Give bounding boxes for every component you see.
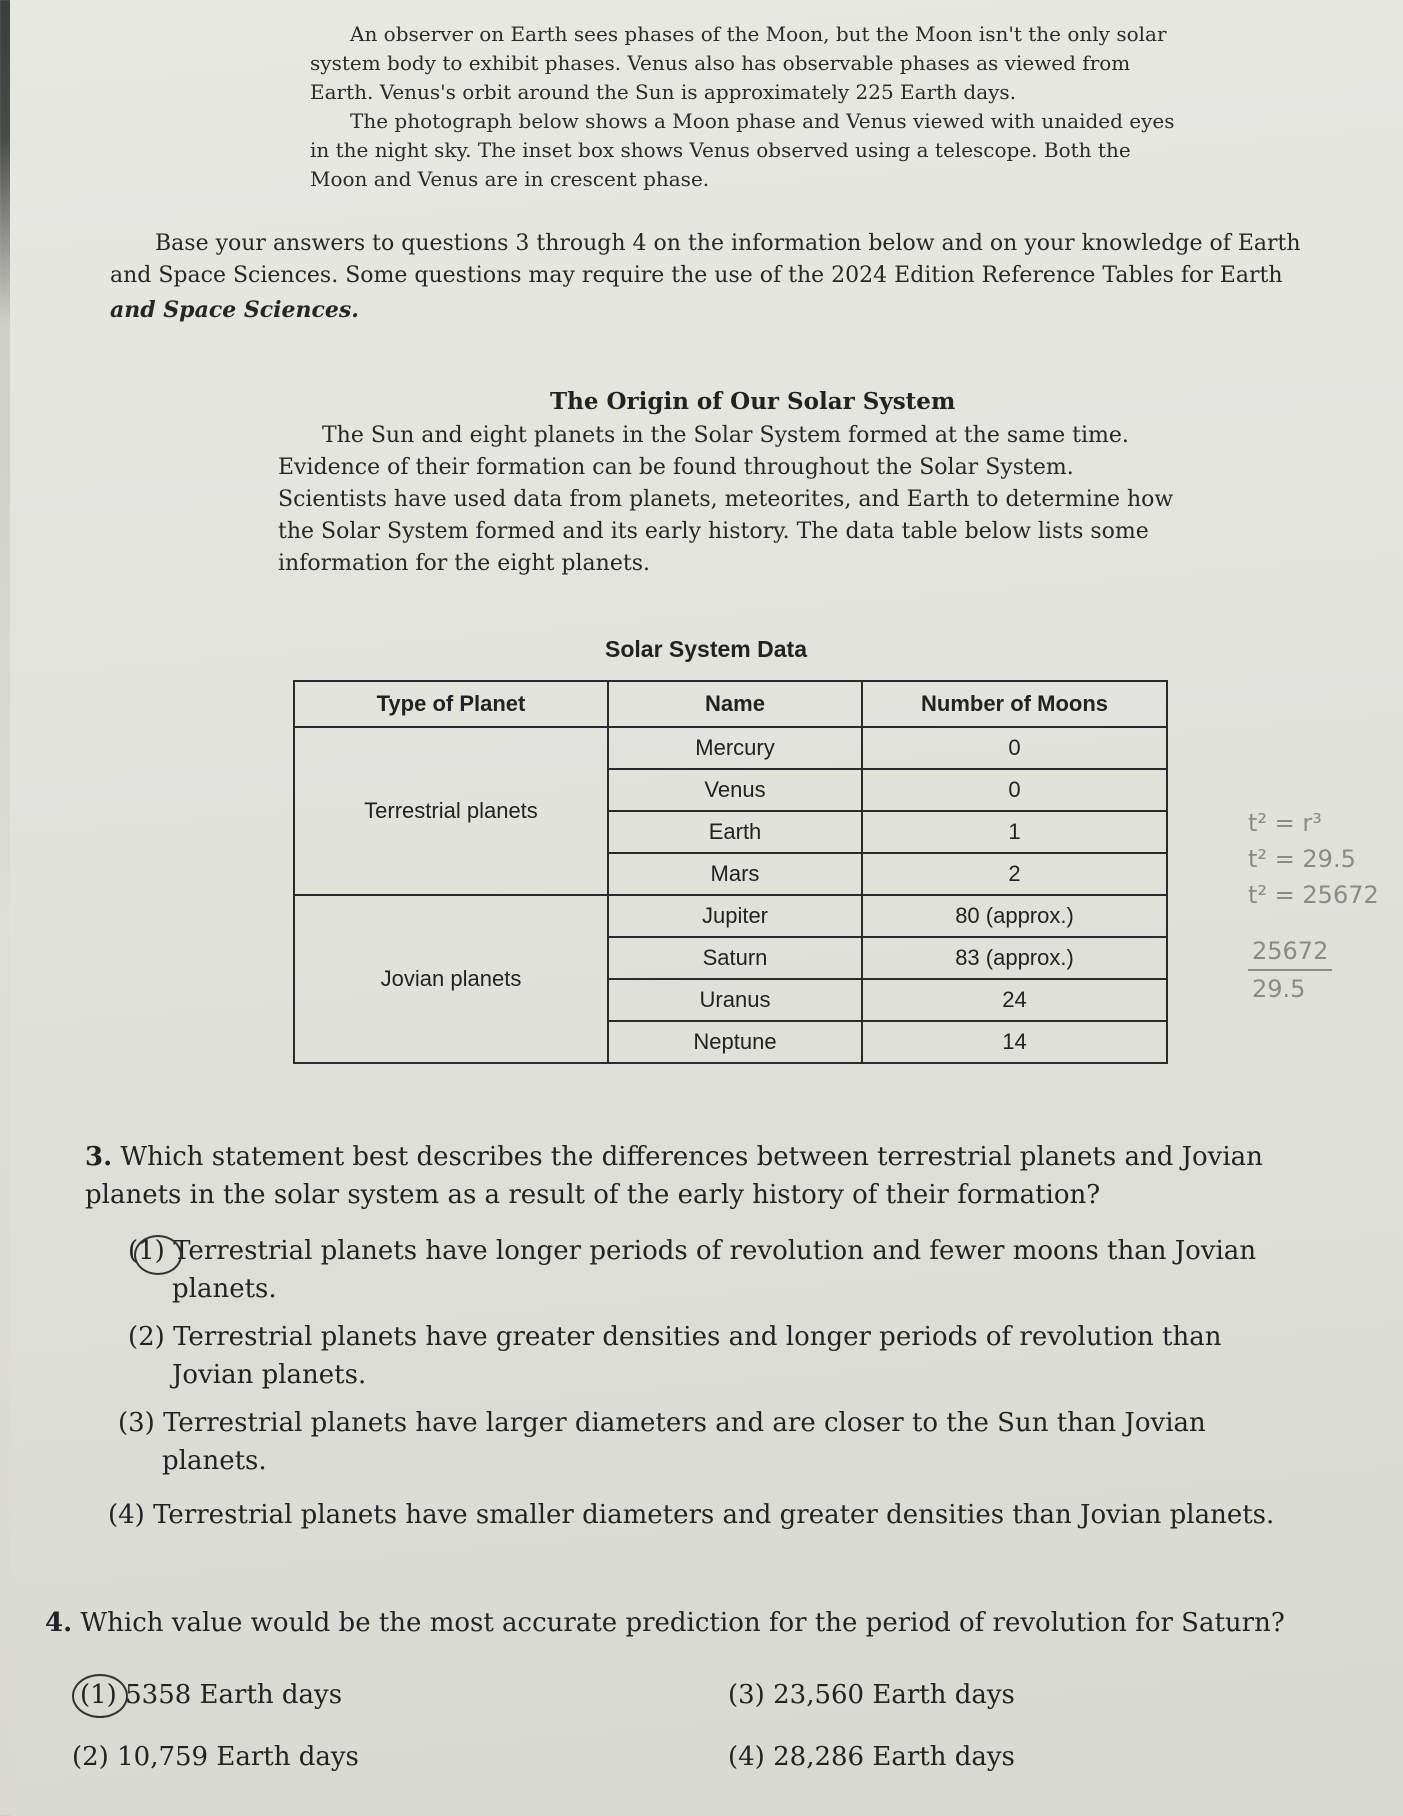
planet-name: Venus bbox=[608, 769, 862, 811]
note-denominator: 29.5 bbox=[1252, 975, 1306, 1003]
question-3 bbox=[85, 1138, 1315, 1214]
planet-name: Mars bbox=[608, 853, 862, 895]
planet-name: Uranus bbox=[608, 979, 862, 1021]
header-type: Type of Planet bbox=[294, 681, 608, 727]
instructions-text: Base your answers to questions 3 through 4 on the information below and on your knowledge of Earth and Space Sciences. Some questions may require the use of the 2024 Edition Reference Tables for Earth bbox=[110, 231, 1301, 288]
q3-option-2[interactable] bbox=[128, 1318, 1282, 1394]
planet-name: Earth bbox=[608, 811, 862, 853]
q3-option-4-text: Terrestrial planets have smaller diameters and greater densities than Jovian planets. bbox=[153, 1500, 1275, 1530]
note-line-1: t² = r³ bbox=[1248, 809, 1322, 837]
question-4-number: 4. bbox=[45, 1608, 73, 1638]
q3-option-1-text: Terrestrial planets have longer periods of revolution and fewer moons than Jovian planets. bbox=[172, 1236, 1257, 1304]
type-jovian: Jovian planets bbox=[294, 895, 608, 1063]
q4-option-2-label: (2) bbox=[72, 1742, 109, 1772]
planet-moons: 24 bbox=[862, 979, 1167, 1021]
q4-option-4-text: 28,286 Earth days bbox=[773, 1742, 1015, 1772]
question-4-text: Which value would be the most accurate prediction for the period of revolution for Saturn? bbox=[80, 1608, 1285, 1638]
instructions-continuation: and Space Sciences. bbox=[110, 297, 359, 323]
planet-name: Mercury bbox=[608, 727, 862, 769]
q4-option-1-label: (1) bbox=[80, 1680, 117, 1710]
circled-answer-mark bbox=[72, 1674, 128, 1718]
q3-option-4[interactable] bbox=[108, 1496, 1308, 1534]
q3-option-2-label: (2) bbox=[128, 1322, 165, 1352]
planet-moons: 14 bbox=[862, 1021, 1167, 1063]
intro-paragraph-2: The photograph below shows a Moon phase and Venus viewed with unaided eyes in the night sky. The inset box shows Venus observed using a telescope. Both the Moon and Venus are in crescent phase. bbox=[310, 109, 1175, 191]
passage-title: The Origin of Our Solar System bbox=[550, 388, 956, 415]
intro-paragraph-1: An observer on Earth sees phases of the Moon, but the Moon isn't the only solar system body to exhibit phases. Venus also has observable phases as viewed from Earth. Venus's orbit around the Sun is approximately 225 Earth days. bbox=[310, 22, 1167, 104]
planet-moons: 0 bbox=[862, 727, 1167, 769]
q3-option-3[interactable] bbox=[118, 1404, 1292, 1480]
q4-option-3-label: (3) bbox=[728, 1680, 765, 1710]
header-moons: Number of Moons bbox=[862, 681, 1167, 727]
q4-option-4[interactable] bbox=[728, 1738, 1015, 1776]
header-name: Name bbox=[608, 681, 862, 727]
worksheet-page bbox=[10, 0, 1403, 1816]
table-row bbox=[294, 895, 1167, 937]
passage bbox=[278, 420, 1178, 580]
table-header-row bbox=[294, 681, 1167, 727]
instructions bbox=[110, 228, 1330, 326]
intro-text bbox=[310, 20, 1190, 194]
q3-option-3-label: (3) bbox=[118, 1408, 155, 1438]
solar-system-table bbox=[293, 680, 1168, 1064]
question-3-text: Which statement best describes the differences between terrestrial planets and Jovian planets in the solar system as a result of the early history of their formation? bbox=[85, 1142, 1263, 1210]
q3-option-4-label: (4) bbox=[108, 1500, 145, 1530]
q4-option-3-text: 23,560 Earth days bbox=[773, 1680, 1015, 1710]
note-numerator: 25672 bbox=[1248, 933, 1332, 971]
q4-option-4-label: (4) bbox=[728, 1742, 765, 1772]
note-line-2: t² = 29.5 bbox=[1248, 845, 1356, 873]
table-title: Solar System Data bbox=[605, 636, 807, 662]
question-3-number: 3. bbox=[85, 1142, 113, 1172]
q4-option-2[interactable] bbox=[72, 1738, 359, 1776]
q3-option-1[interactable] bbox=[128, 1232, 1272, 1308]
planet-moons: 80 (approx.) bbox=[862, 895, 1167, 937]
planet-moons: 2 bbox=[862, 853, 1167, 895]
q4-option-2-text: 10,759 Earth days bbox=[117, 1742, 359, 1772]
planet-moons: 1 bbox=[862, 811, 1167, 853]
q3-option-1-label: (1) bbox=[128, 1236, 165, 1266]
question-4 bbox=[45, 1604, 1345, 1642]
passage-body: The Sun and eight planets in the Solar System formed at the same time. Evidence of their formation can be found throughout the Solar System. Scientists have used data from planets, meteorites, and Earth to determine how the Solar System formed and its early history. The data table below lists some information for the eight planets. bbox=[278, 423, 1174, 576]
type-terrestrial: Terrestrial planets bbox=[294, 727, 608, 895]
planet-name: Neptune bbox=[608, 1021, 862, 1063]
planet-moons: 0 bbox=[862, 769, 1167, 811]
planet-moons: 83 (approx.) bbox=[862, 937, 1167, 979]
handwritten-notes bbox=[1248, 805, 1403, 1007]
q3-option-2-text: Terrestrial planets have greater densities and longer periods of revolution than Jovian planets. bbox=[172, 1322, 1222, 1390]
q4-option-1-text: 5358 Earth days bbox=[125, 1680, 343, 1710]
q3-option-3-text: Terrestrial planets have larger diameters and are closer to the Sun than Jovian planets. bbox=[162, 1408, 1206, 1476]
note-line-3: t² = 25672 bbox=[1248, 881, 1379, 909]
circled-answer-mark bbox=[134, 1235, 182, 1275]
planet-name: Saturn bbox=[608, 937, 862, 979]
table-row bbox=[294, 727, 1167, 769]
planet-name: Jupiter bbox=[608, 895, 862, 937]
q4-option-3[interactable] bbox=[728, 1676, 1015, 1714]
